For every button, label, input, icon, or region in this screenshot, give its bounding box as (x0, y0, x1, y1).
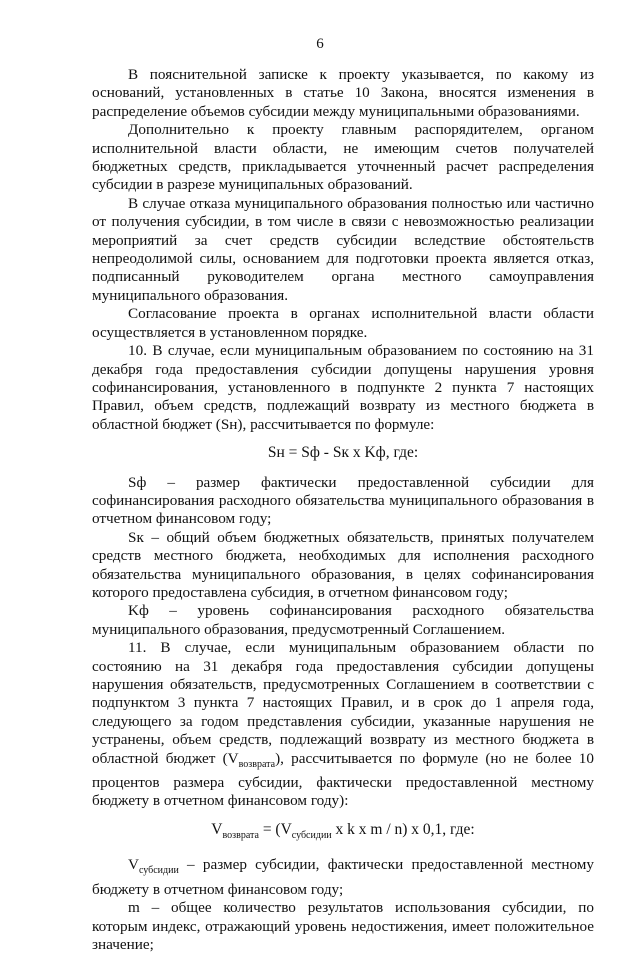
formula2-sub-return: возврата (222, 829, 259, 841)
paragraph-refusal: В случае отказа муниципального образования полностью или частично от получения субсидии, в том числе в связи с невозможностью реализации мероприятий за счет средств субсидии вследствие обстоятельств непреодолимой силы, основанием для подготовки проекта является отказ, подписанный руководителем органа местного самоуправления муниципального образования. (92, 194, 594, 304)
paragraph-item-11 (92, 639, 594, 811)
item-11-text-before: 11. В случае, если муниципальным образованием области по состоянию на 31 декабря года предоставления субсидии допущены нарушения обязательств, предусмотренных Соглашением в соответствии с подпунктом 3 пункта 7 настоящих Правил, и в срок до 1 апреля года, следующего за годом представления субсидии, указанные нарушения не устранены, объем средств, подлежащий возврату из местного бюджета в областной бюджет (V (92, 639, 594, 767)
definition-sf: Sф – размер фактически предоставленной субсидии для софинансирования расходного обязательства муниципального образования в отчетном финансовом году; (92, 473, 594, 528)
definition-m: m – общее количество результатов использования субсидии, по которым индекс, отражающий уровень недостижения, имеет положительное значение; (92, 899, 594, 954)
formula2-rest: x k x m / n) x 0,1, где: (331, 820, 475, 838)
def-v-text: – размер субсидии, фактически предоставленной местному бюджету в отчетном финансовом году; (92, 856, 594, 898)
paragraph-item-10: 10. В случае, если муниципальным образованием по состоянию на 31 декабря года предоставления субсидии допущены нарушения уровня софинансирования, установленного в подпункте 2 пункта 7 настоящих Правил, объем средств, подлежащий возврату из местного бюджета в областной бюджет (Sн), рассчитывается по формуле: (92, 342, 594, 433)
formula-v-return (92, 821, 594, 846)
formula2-sub-subsidy: субсидии (291, 829, 332, 841)
paragraph-additional-calculation: Дополнительно к проекту главным распорядителем, органом исполнительной власти области, не имеющим счетов получателей бюджетных средств, прикладывается уточненный расчет распределения субсидии в разрезе муниципальных образований. (92, 121, 594, 194)
document-body (92, 66, 594, 954)
def-v-symbol: V (128, 856, 139, 874)
definition-v-subsidy (92, 856, 594, 899)
paragraph-explanatory-note: В пояснительной записке к проекту указывается, по какому из оснований, установленных в статье 10 Закона, вносятся изменения в распределение объемов субсидии между муниципальными образованиями. (92, 66, 594, 120)
formula-sn: Sн = Sф - Sк x Kф, где: (267, 444, 419, 462)
definition-sk: Sк – общий объем бюджетных обязательств, принятых получателем средств местного бюджета, необходимых для исполнения расходного обязательства муниципального образования, в целях софинансирования которого предоставлена субсидия, в отчетном финансовом году; (92, 528, 594, 601)
definition-kf: Kф – уровень софинансирования расходного обязательства муниципального образования, предусмотренный Соглашением. (92, 602, 594, 638)
paragraph-approval: Согласование проекта в органах исполнительной власти области осуществляется в установленном порядке. (92, 305, 594, 341)
item-11-subscript: возврата (238, 758, 276, 770)
def-v-subscript: субсидии (138, 865, 179, 877)
formula2-mid: = (V (258, 820, 292, 838)
item-11-text-after: ), рассчитывается по формуле (но не более 10 процентов размера субсидии, фактически предоставленной местному бюджету в отчетном финансовом году): (92, 749, 594, 810)
formula2-v: V (211, 820, 223, 838)
page-number: 6 (316, 36, 324, 52)
